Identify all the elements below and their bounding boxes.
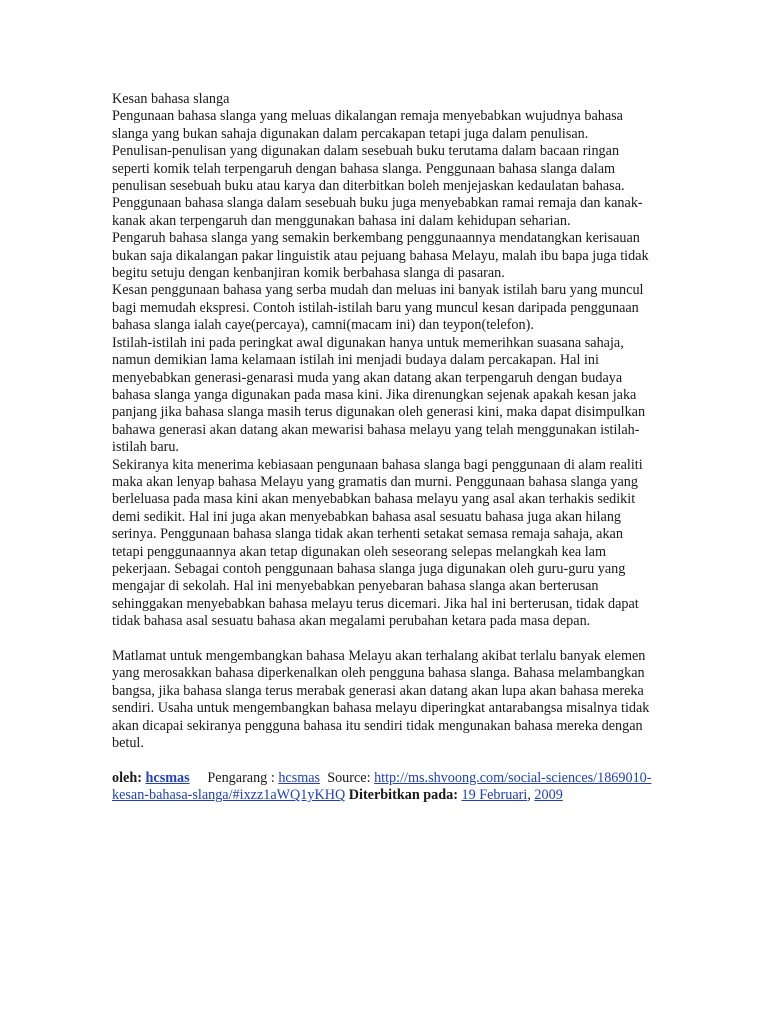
paragraph: Matlamat untuk mengembangkan bahasa Melayu akan terhalang akibat terlalu banyak elemen yang merosakkan bahasa diperkenalkan oleh pengguna bahasa slanga. Bahasa melambangkan bangsa, jika bahasa slanga terus merabak generasi akan datang akan lupa akan bahasa mereka sendiri. Usaha untuk mengembangkan bahasa melayu diperingkat antarabangsa misalnya tidak akan dicapai sekiranya pengguna bahasa itu sendiri tidak mengunakan bahasa mereka dengan betul.	[112, 647, 650, 752]
paragraph: Istilah-istilah ini pada peringkat awal digunakan hanya untuk memerihkan suasana sahaja, namun demikian lama kelamaan istilah ini menjadi budaya dalam percakapan. Hal ini menyebabkan generasi-genarasi muda yang akan datang akan terpengaruh dengan budaya bahasa slanga yanga digunakan pada masa kini. Jika direnungkan sejenak apakah kesan jaka panjang jika bahasa slanga masih terus digunakan oleh generasi kini, maka dapat disimpulkan bahawa generasi akan datang akan mewarisi bahasa melayu yang telah menggunakan istilah-istilah baru.	[112, 334, 646, 456]
by-label: oleh:	[112, 769, 142, 786]
pengarang-link[interactable]: hcsmas	[278, 769, 321, 786]
date-year-link[interactable]: 2009	[534, 787, 563, 804]
date-day-link[interactable]: 19 Februari	[461, 787, 528, 804]
paragraph-spacer	[112, 631, 652, 648]
article-footer	[112, 770, 652, 805]
document-title: Kesan bahasa slanga	[112, 91, 230, 107]
date-separator: ,	[527, 787, 531, 804]
paragraph: Penulisan-penulisan yang digunakan dalam sesebuah buku terutama dalam bacaan ringan seperti komik telah terpengaruh dengan bahasa slanga. Penggunaan bahasa slanga dalam penulisan sesebuah buku atau karya dan diterbitkan boleh menjejaskan kedaulatan bahasa.	[112, 143, 625, 195]
paragraph: Pengunaan bahasa slanga yang meluas dikalangan remaja menyebabkan wujudnya bahasa slanga yang bukan sahaja digunakan dalam percakapan tetapi juga dalam penulisan.	[112, 108, 623, 142]
paragraph: Penggunaan bahasa slanga dalam sesebuah buku juga menyebabkan ramai remaja dan kanak-kanak akan terpengaruh dan menggunakan bahasa ini dalam kehidupan seharian.	[112, 195, 643, 229]
paragraph: Kesan penggunaan bahasa yang serba mudah dan meluas ini banyak istilah baru yang muncul bagi memudah ekspresi. Contoh istilah-istilah baru yang muncul kesan daripada penggunaan bahasa slanga ialah caye(percaya), camni(macam ini) dan teypon(telefon).	[112, 282, 644, 334]
paragraph: Sekiranya kita menerima kebiasaan pengunaan bahasa slanga bagi penggunaan di alam realiti maka akan lenyap bahasa Melayu yang gramatis dan murni. Penggunaan bahasa slanga yang berleluasa pada masa kini akan menyebabkan bahasa melayu yang asal akan terhakis sedikit demi sedikit. Hal ini juga akan menyebabkan bahasa asal sesuatu bahasa juga akan hilang serinya. Penggunaan bahasa slanga tidak akan terhenti setakat semasa remaja sahaja, akan tetapi penggunaannya akan tetap digunakan oleh seseorang selepas melangkah kea lam pekerjaan. Sebagai contoh penggunaan bahasa slanga juga digunakan oleh guru-guru yang mengajar di sekolah. Hal ini menyebabkan penyebaran bahasa slanga akan berterusan sehinggakan menyebabkan bahasa melayu terus dicemari. Jika hal ini berterusan, tidak dapat tidak bahasa asal sesuatu bahasa akan megalami perubahan ketara pada masa depan.	[112, 456, 643, 630]
document-page	[112, 91, 652, 805]
source-label: Source:	[327, 769, 371, 786]
source-link[interactable]: http://ms.shvoong.com/social-sciences/1869010-kesan-bahasa-slanga/#ixzz1aWQ1yKHQ	[112, 769, 652, 804]
author-link[interactable]: hcsmas	[145, 769, 190, 786]
pengarang-label: Pengarang :	[207, 769, 275, 786]
paragraph: Pengaruh bahasa slanga yang semakin berkembang penggunaannya mendatangkan kerisauan bukan saja dikalangan pakar linguistik atau pejuang bahasa Melayu, malah ibu bapa juga tidak begitu setuju dengan kenbanjiran komik berbahasa slanga di pasaran.	[112, 230, 649, 282]
published-label: Diterbitkan pada:	[348, 787, 458, 804]
